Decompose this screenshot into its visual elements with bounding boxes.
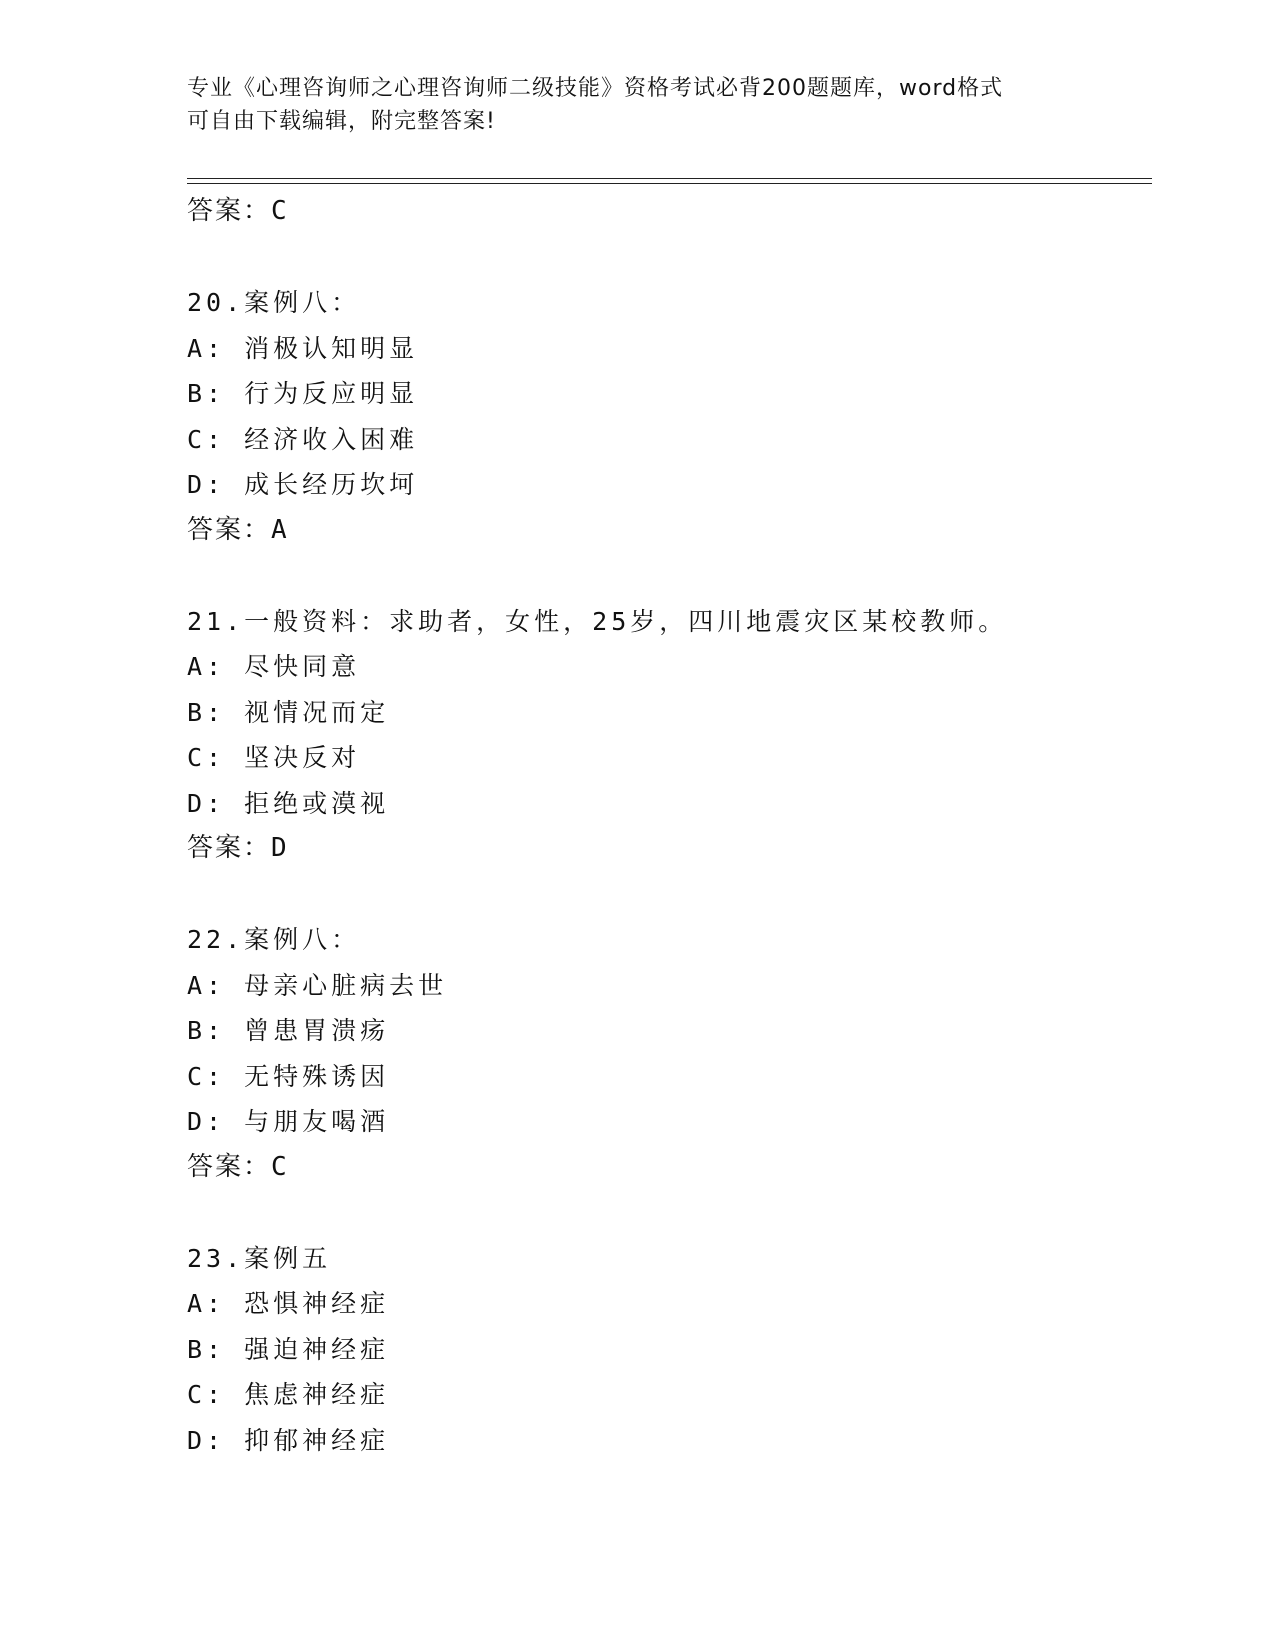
question-block — [187, 599, 1147, 872]
question-list — [187, 189, 1147, 1463]
option-d: D: 拒绝或漠视 — [187, 788, 390, 818]
spacer — [187, 235, 1147, 281]
answer-value: C — [271, 1151, 289, 1182]
answer-line — [187, 1145, 1147, 1191]
header-line-2: 可自由下载编辑，附完整答案! — [187, 109, 496, 134]
header-line-1: 专业《心理咨询师之心理咨询师二级技能》资格考试必背200题题库，word格式 — [187, 76, 1004, 101]
option-c: C: 坚决反对 — [187, 743, 361, 772]
option-d: D: 成长经历坎坷 — [187, 470, 419, 499]
header-divider-bottom — [187, 183, 1152, 184]
question-block — [187, 917, 1147, 1190]
answer-line — [187, 826, 1147, 872]
option-a: A: 消极认知明显 — [187, 333, 419, 363]
option-c: C: 经济收入困难 — [187, 424, 419, 454]
option-d: D: 抑郁神经症 — [187, 1425, 390, 1455]
option-d: D: 与朋友喝酒 — [187, 1107, 390, 1136]
document-header — [187, 72, 1067, 138]
option-a: A: 尽快同意 — [187, 652, 361, 681]
answer-label: 答案： — [187, 833, 272, 863]
option-c: C: 焦虑神经症 — [187, 1380, 390, 1409]
answer-label: 答案： — [187, 1151, 272, 1182]
answer-value: D — [271, 833, 289, 863]
spacer — [187, 1190, 1147, 1236]
option-a: A: 恐惧神经症 — [187, 1289, 390, 1318]
answer-label: 答案： — [187, 196, 272, 226]
question-stem: 23.案例五 — [187, 1243, 332, 1273]
option-b: B: 强迫神经症 — [187, 1334, 390, 1364]
question-stem: 21.一般资料：求助者，女性，25岁，四川地震灾区某校教师。 — [187, 606, 1008, 636]
answer-value: A — [271, 514, 289, 545]
option-b: B: 曾患胃溃疡 — [187, 1016, 390, 1045]
spacer — [187, 553, 1147, 599]
option-b: B: 视情况而定 — [187, 697, 390, 727]
option-c: C: 无特殊诱因 — [187, 1061, 390, 1091]
question-stem: 22.案例八： — [187, 925, 361, 954]
question-stem: 20.案例八： — [187, 288, 361, 317]
question-block — [187, 1236, 1147, 1464]
option-a: A: 母亲心脏病去世 — [187, 970, 448, 1000]
answer-line — [187, 508, 1147, 554]
question-block — [187, 280, 1147, 553]
header-divider-top — [187, 178, 1152, 179]
answer-label: 答案： — [187, 514, 272, 545]
answer-line — [187, 189, 1147, 235]
answer-value: C — [271, 196, 289, 226]
option-b: B: 行为反应明显 — [187, 379, 419, 408]
spacer — [187, 872, 1147, 918]
